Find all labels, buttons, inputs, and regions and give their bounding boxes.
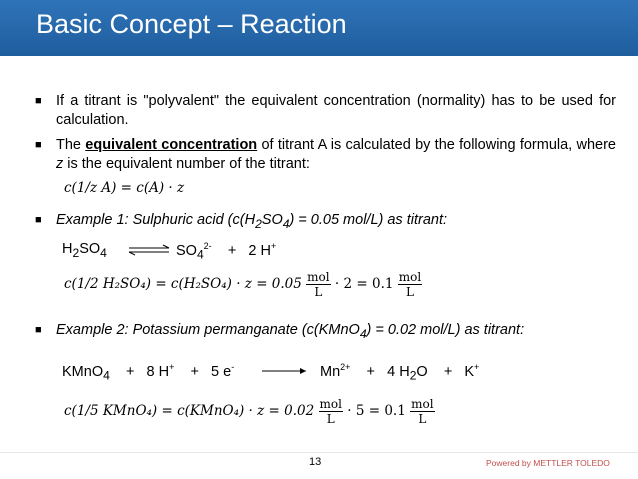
formula3-unit1-num: mol: [319, 397, 342, 411]
example1-sub2: 4: [282, 216, 290, 231]
formula3-unit1: [319, 397, 343, 426]
formula3-unit1-den: L: [326, 412, 335, 426]
footer-divider: [0, 452, 638, 453]
r2-h2o-pre: 4 H: [387, 363, 410, 380]
page-number: 13: [309, 456, 322, 468]
slide-title: Basic Concept – Reaction: [36, 9, 347, 39]
r2-kmno-sub: 4: [103, 368, 110, 383]
bullet-2-post-b: is the equivalent number of the titrant:: [63, 156, 310, 172]
formula3-mid: · 5 = 0.1: [347, 403, 406, 419]
brand-footer: Powered by METTLER TOLEDO: [486, 458, 610, 468]
reaction-arrow-icon: [260, 366, 308, 376]
example2-pre: Example 2: Potassium permanganate (c(KMnO: [56, 322, 360, 338]
reaction1-reactant: [62, 241, 107, 260]
r2-mn: Mn: [320, 363, 341, 380]
r2-plus-4: +: [443, 363, 453, 380]
formula3-lhs: c(1/5 KMnO₄) = c(KMnO₄) · z = 0.02: [64, 403, 315, 419]
r1-plus: +: [227, 242, 237, 259]
formula2-unit1-den: L: [314, 285, 323, 299]
r1-p-charge: 2-: [203, 241, 212, 251]
r1-p-hplus: +: [270, 241, 277, 251]
formula2-unit2-num: mol: [398, 270, 422, 284]
example1-sub: 2: [255, 216, 262, 231]
reaction1-products: [176, 241, 276, 262]
example1-mid: SO: [261, 212, 283, 228]
formula2-unit1-num: mol: [307, 270, 330, 284]
formula2-unit1: [306, 270, 330, 299]
r1-p-so: SO: [176, 242, 197, 259]
bullet-2-pre: The: [56, 137, 86, 153]
formula2-unit2-den: L: [406, 285, 414, 299]
r2-plus-3: +: [366, 363, 376, 380]
bullet-text-3: [56, 211, 616, 234]
bullet-2-z: z: [56, 156, 64, 172]
r2-eminus: -: [231, 362, 235, 372]
formula-equivalent-concentration: c(1/z A) = c(A) · z: [64, 180, 185, 196]
r1-p-so-sub: 4: [196, 247, 204, 262]
r2-kmno: KMnO: [62, 363, 104, 380]
example2-sub: 4: [359, 326, 367, 341]
bullet-text-1: If a titrant is "polyvalent" the equivalent concentration (normality) has to be used for calculation.: [56, 93, 616, 128]
r2-h: 8 H: [146, 363, 170, 380]
r2-mn-charge: 2+: [340, 362, 351, 372]
r2-e: 5 e: [211, 363, 232, 380]
bullet-marker-3: ■: [35, 214, 42, 226]
formula2-unit2: [398, 270, 422, 299]
bullet-marker-4: ■: [35, 324, 42, 336]
formula3-unit2: [410, 397, 434, 426]
formula3-unit2-num: mol: [411, 397, 434, 411]
r2-h2o-post: O: [416, 363, 428, 380]
r2-kplus: +: [474, 362, 480, 372]
title-bar: [0, 0, 638, 56]
reaction2-products: [320, 362, 479, 383]
bullet-marker-2: ■: [35, 139, 42, 151]
bullet-2-post-a: of titrant A is calculated by the following formula, where: [257, 137, 616, 153]
formula2-mid: · 2 = 0.1: [334, 276, 394, 292]
equivalent-concentration-term: equivalent concentration: [85, 137, 258, 153]
r1-so-sub: 4: [100, 245, 107, 260]
r1-so: SO: [79, 241, 101, 257]
bullet-text-2: [56, 136, 616, 174]
r2-h2o-sub: 2: [409, 368, 417, 383]
bullet-text-4: [56, 321, 616, 344]
r1-h-sub: 2: [72, 245, 80, 260]
reaction2-reactants: [62, 362, 234, 383]
bullet-marker-1: ■: [35, 95, 42, 107]
example1-pre: Example 1: Sulphuric acid (c(H: [56, 212, 256, 228]
r2-plus-2: +: [190, 363, 199, 380]
formula3-unit2-den: L: [418, 412, 427, 426]
r2-k: K: [464, 363, 475, 380]
example1-post: ) = 0.05 mol/L) as titrant:: [289, 212, 448, 228]
r2-hplus: +: [169, 362, 175, 372]
equilibrium-arrow-icon: [127, 244, 171, 256]
r1-h: H: [62, 241, 73, 257]
r2-plus-1: +: [125, 363, 135, 380]
formula-example1: [64, 270, 422, 299]
formula2-lhs: c(1/2 H₂SO₄) = c(H₂SO₄) · z = 0.05: [64, 276, 302, 292]
example2-post: ) = 0.02 mol/L) as titrant:: [366, 322, 525, 338]
r1-p-h: 2 H: [248, 242, 271, 259]
formula-example2: [64, 397, 435, 426]
